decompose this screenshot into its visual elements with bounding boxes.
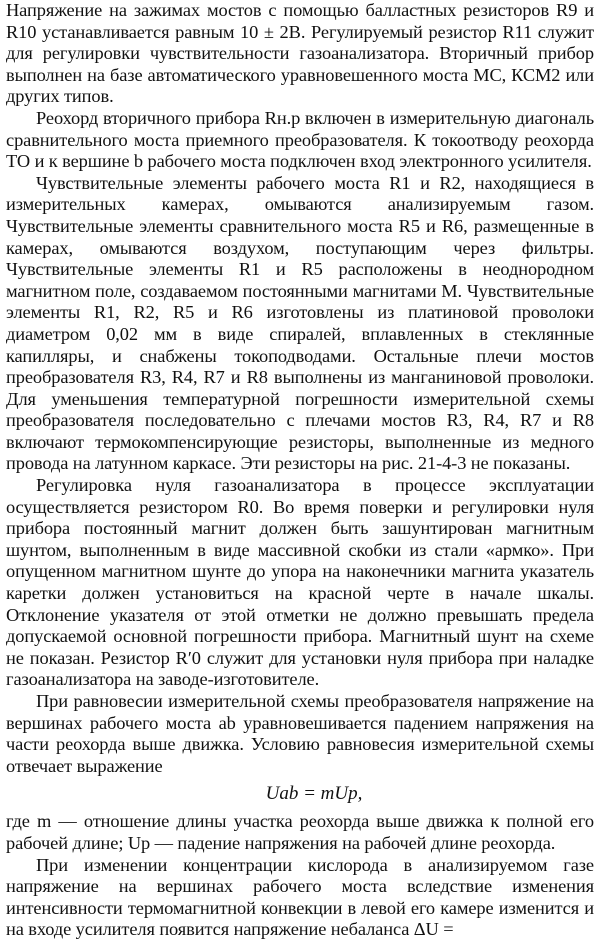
- paragraph-6: где m — отношение длины участка реохорда выше движка к полной его рабочей длине; Up — падение напряжения на рабочей длине реохорда.: [6, 811, 594, 853]
- paragraph-5: При равновесии измерительной схемы преобразователя напряжение на вершинах рабочего моста ab уравновешивается падением напряжения на части реохорда выше движка. Условию равновесия измерительной схемы отвечает выражение: [6, 691, 594, 776]
- paragraph-4: Регулировка нуля газоанализатора в процессе эксплуатации осуществляется резистором R0. Во время поверки и регулировки нуля прибора постоянный магнит должен быть зашунтирован магнитным шунтом, выполненным в виде массивной скобки из стали «армко». При опущенном магнитном шунте до упора на наконечники магнита указатель каретки должен установиться на красной черте в начале шкалы. Отклонение указателя от этой отметки не должно превышать предела допускаемой основной погрешности прибора. Магнитный шунт на схеме не показан. Резистор R′0 служит для установки нуля прибора при наладке газоанализатора на заводе-изготовителе.: [6, 475, 594, 690]
- paragraph-7: При изменении концентрации кислорода в анализируемом газе напряжение на вершинах рабочего моста вследствие изменения интенсивности термомагнитной конвекции в левой его камере изменится и на входе усилителя появится напряжение небаланса ΔU =: [6, 854, 594, 940]
- equation: Uab = mUp,: [265, 783, 363, 805]
- paragraph-2: Реохорд вторичного прибора Rн.р включен в измерительную диагональ сравнительного моста приемного преобразователя. К токоотводу реохорда ТО и к вершине b рабочего моста подключен вход электронного усилителя.: [6, 107, 594, 172]
- paragraph-3: Чувствительные элементы рабочего моста R1 и R2, находящиеся в измерительных камерах, омываются анализируемым газом. Чувствительные элементы сравнительного моста R5 и R6, размещенные в камерах, омываются воздухом, поступающим через фильтры. Чувствительные элементы R1 и R5 расположены в неоднородном магнитном поле, создаваемом постоянными магнитами М. Чувствительные элементы R1, R2, R5 и R6 изготовлены из платиновой проволоки диаметром 0,02 мм в виде спиралей, вплавленных в стеклянные капилляры, и снабжены токоподводами. Остальные плечи мостов преобразователя R3, R4, R7 и R8 выполнены из манганиновой проволоки. Для уменьшения температурной погрешности измерительной схемы преобразователя последовательно с плечами мостов R3, R4, R7 и R8 включают термокомпенсирующие резисторы, выполненные из медного провода на латунном каркасе. Эти резисторы на рис. 21-4-3 не показаны.: [6, 172, 594, 474]
- paragraph-1: Напряжение на зажимах мостов с помощью балластных резисторов R9 и R10 устанавливается равным 10 ± 2В. Регулируемый резистор R11 служит для регулировки чувствительности газоанализатора. Вторичный прибор выполнен на базе автоматического уравновешенного моста МС, КСМ2 или других типов.: [6, 0, 594, 107]
